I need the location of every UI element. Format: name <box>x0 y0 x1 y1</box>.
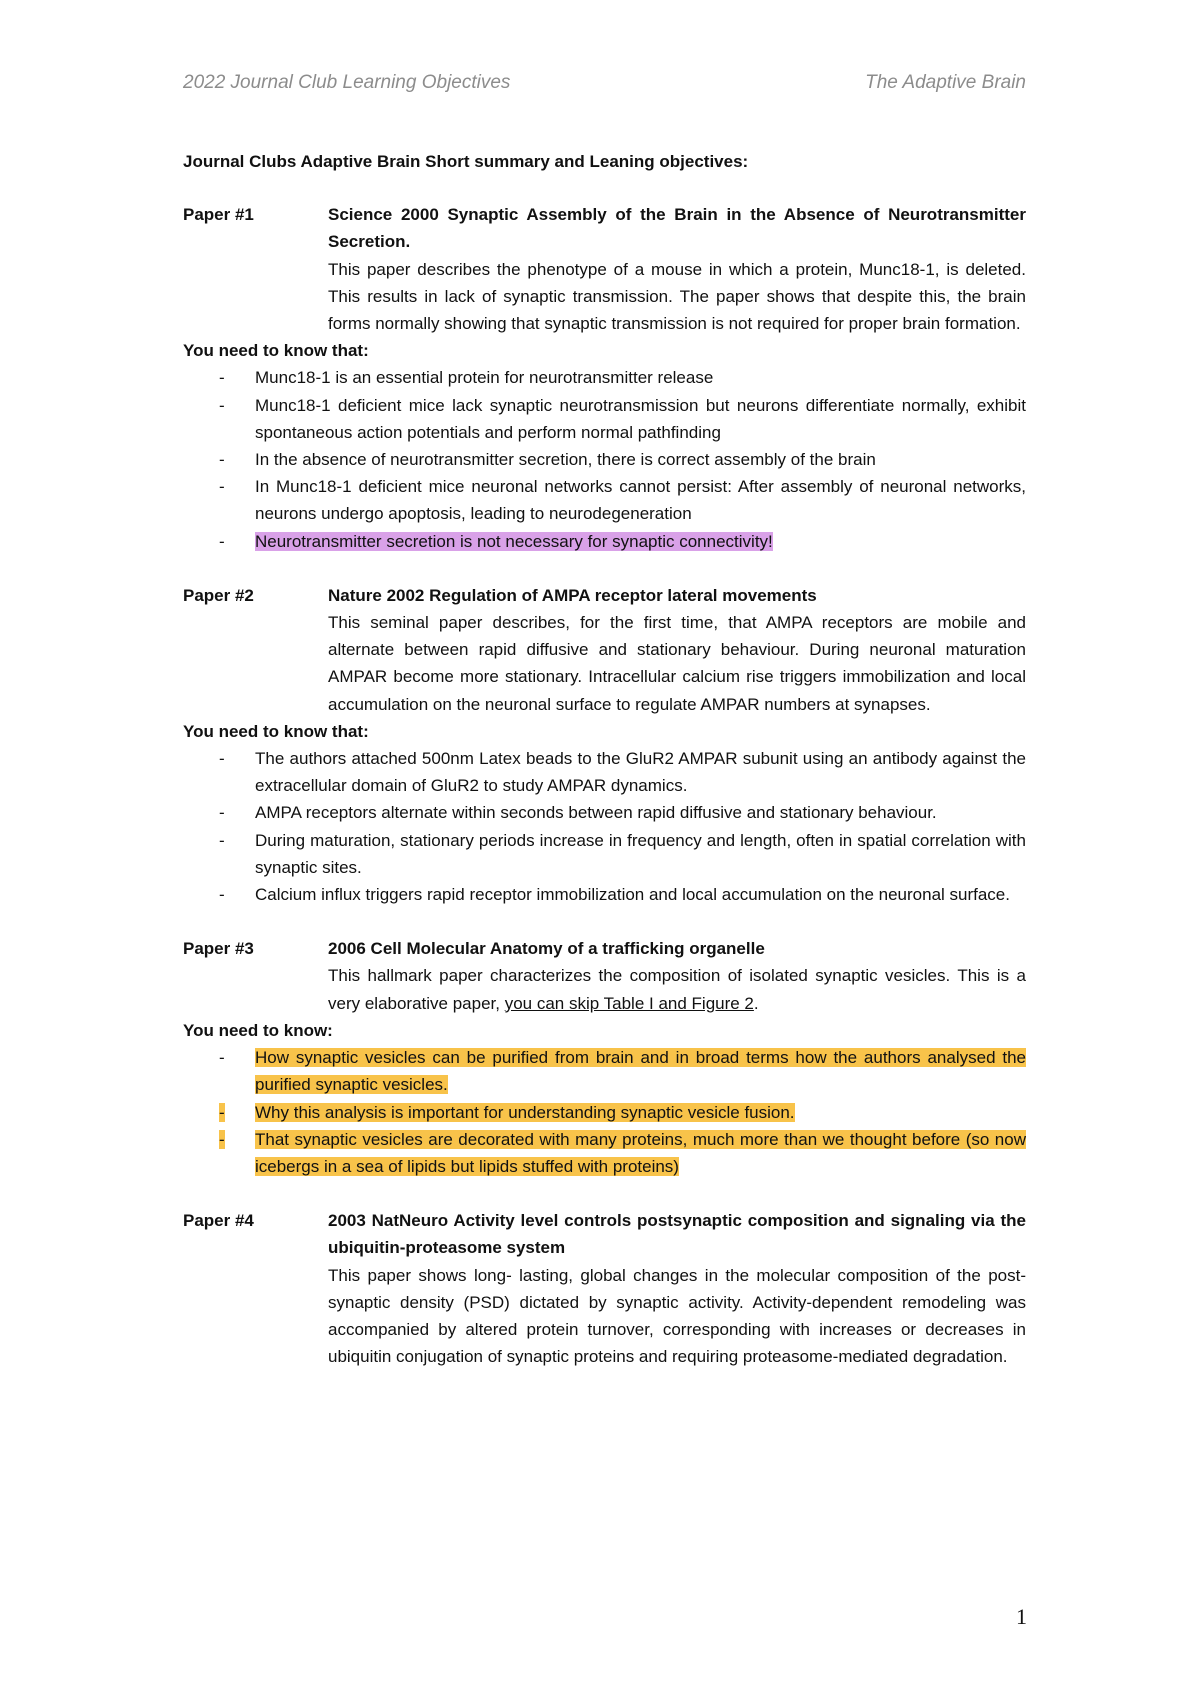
bullet-dash: - <box>219 395 225 415</box>
document-content <box>183 148 1026 1370</box>
paper-summary: This paper describes the phenotype of a mouse in which a protein, Munc18-1, is deleted. This results in lack of synaptic transmission. The paper shows that despite this, the brain forms normally showing that synaptic transmission is not required for proper brain formation. <box>328 259 1026 334</box>
highlighted-point-text: Neurotransmitter secretion is not necessary for synaptic connectivity! <box>255 531 773 551</box>
list-item <box>183 827 1026 881</box>
point-text: During maturation, stationary periods increase in frequency and length, often in spatial correlation with synaptic sites. <box>255 830 1026 877</box>
paper-number: Paper #1 <box>183 205 254 225</box>
header-right: The Adaptive Brain <box>865 72 1026 93</box>
list-item <box>183 799 1026 826</box>
bullet-dash: - <box>219 477 225 497</box>
list-item <box>183 1126 1026 1180</box>
bullet-dash: - <box>219 803 225 823</box>
point-text: Munc18-1 deficient mice lack synaptic neurotransmission but neurons differentiate normally, exhibit spontaneous action potentials and perform normal pathfinding <box>255 395 1026 442</box>
know-heading: You need to know: <box>183 1020 333 1040</box>
paper-title: 2006 Cell Molecular Anatomy of a trafficking organelle <box>328 939 765 959</box>
paper-summary: This paper shows long- lasting, global changes in the molecular composition of the post-synaptic density (PSD) dictated by synaptic activity. Activity-dependent remodeling was accompanied by altered protein turnover, corresponding with increases or decreases in ubiquitin conjugation of synaptic proteins and requiring proteasome-mediated degradation. <box>328 1265 1026 1367</box>
bullet-dash: - <box>219 1102 225 1122</box>
list-item <box>183 1099 1026 1126</box>
bullet-dash: - <box>219 885 225 905</box>
learning-points <box>183 745 1026 908</box>
highlighted-point-text: How synaptic vesicles can be purified from brain and in broad terms how the authors analysed the purified synaptic vesicles. <box>255 1048 1026 1095</box>
bullet-dash: - <box>219 368 225 388</box>
point-text: The authors attached 500nm Latex beads to the GluR2 AMPAR subunit using an antibody against the extracellular domain of GluR2 to study AMPAR dynamics. <box>255 749 1026 796</box>
paper-number: Paper #3 <box>183 939 254 959</box>
bullet-dash: - <box>219 531 225 551</box>
summary-text: This hallmark paper characterizes the composition of isolated synaptic vesicles. This is a very elaborative paper, <box>328 966 1026 1013</box>
highlighted-point-text: Why this analysis is important for understanding synaptic vesicle fusion. <box>255 1102 795 1122</box>
paper-summary: This seminal paper describes, for the first time, that AMPA receptors are mobile and alternate between rapid diffusive and stationary behaviour. During neuronal maturation AMPAR become more stationary. Intracellular calcium rise triggers immobilization and local accumulation on the neuronal surface to regulate AMPAR numbers at synapses. <box>328 613 1026 714</box>
bullet-dash: - <box>219 1048 225 1068</box>
list-item <box>183 446 1026 473</box>
learning-points <box>183 1044 1026 1180</box>
know-heading: You need to know that: <box>183 341 369 361</box>
list-item <box>183 881 1026 908</box>
paper-1 <box>183 201 1026 555</box>
summary-underlined-text: you can skip Table I and Figure 2 <box>504 993 754 1013</box>
page-number: 1 <box>1016 1604 1027 1629</box>
summary-text-end: . <box>753 993 759 1013</box>
list-item <box>183 473 1026 527</box>
list-item <box>183 528 1026 555</box>
bullet-dash: - <box>219 1129 225 1149</box>
paper-3 <box>183 935 1026 1180</box>
header-left: 2022 Journal Club Learning Objectives <box>183 72 511 93</box>
bullet-dash: - <box>219 450 225 470</box>
learning-points <box>183 364 1026 554</box>
highlighted-point-text: That synaptic vesicles are decorated with many proteins, much more than we thought before (so now icebergs in a sea of lipids but lipids stuffed with proteins) <box>255 1129 1026 1176</box>
bullet-dash: - <box>219 749 225 769</box>
paper-2 <box>183 582 1026 908</box>
list-item <box>183 1044 1026 1098</box>
point-text: In Munc18-1 deficient mice neuronal networks cannot persist: After assembly of neuronal networks, neurons undergo apoptosis, leading to neurodegeneration <box>255 477 1026 524</box>
point-text: AMPA receptors alternate within seconds between rapid diffusive and stationary behaviour. <box>255 803 937 823</box>
paper-4 <box>183 1207 1026 1370</box>
paper-title: Nature 2002 Regulation of AMPA receptor lateral movements <box>328 585 817 605</box>
point-text: In the absence of neurotransmitter secretion, there is correct assembly of the brain <box>255 450 876 470</box>
list-item <box>183 745 1026 799</box>
paper-number: Paper #2 <box>183 585 254 605</box>
know-heading: You need to know that: <box>183 721 369 741</box>
bullet-dash: - <box>219 830 225 850</box>
paper-title: 2003 NatNeuro Activity level controls postsynaptic composition and signaling via the ubiquitin-proteasome system <box>328 1211 1026 1258</box>
point-text: Calcium influx triggers rapid receptor immobilization and local accumulation on the neuronal surface. <box>255 885 1010 905</box>
list-item <box>183 364 1026 391</box>
paper-number: Paper #4 <box>183 1211 254 1231</box>
paper-summary <box>328 962 1026 1016</box>
document-title: Journal Clubs Adaptive Brain Short summary and Leaning objectives: <box>183 152 749 171</box>
list-item <box>183 392 1026 446</box>
paper-title: Science 2000 Synaptic Assembly of the Brain in the Absence of Neurotransmitter Secretion. <box>328 205 1026 252</box>
point-text: Munc18-1 is an essential protein for neurotransmitter release <box>255 368 714 388</box>
